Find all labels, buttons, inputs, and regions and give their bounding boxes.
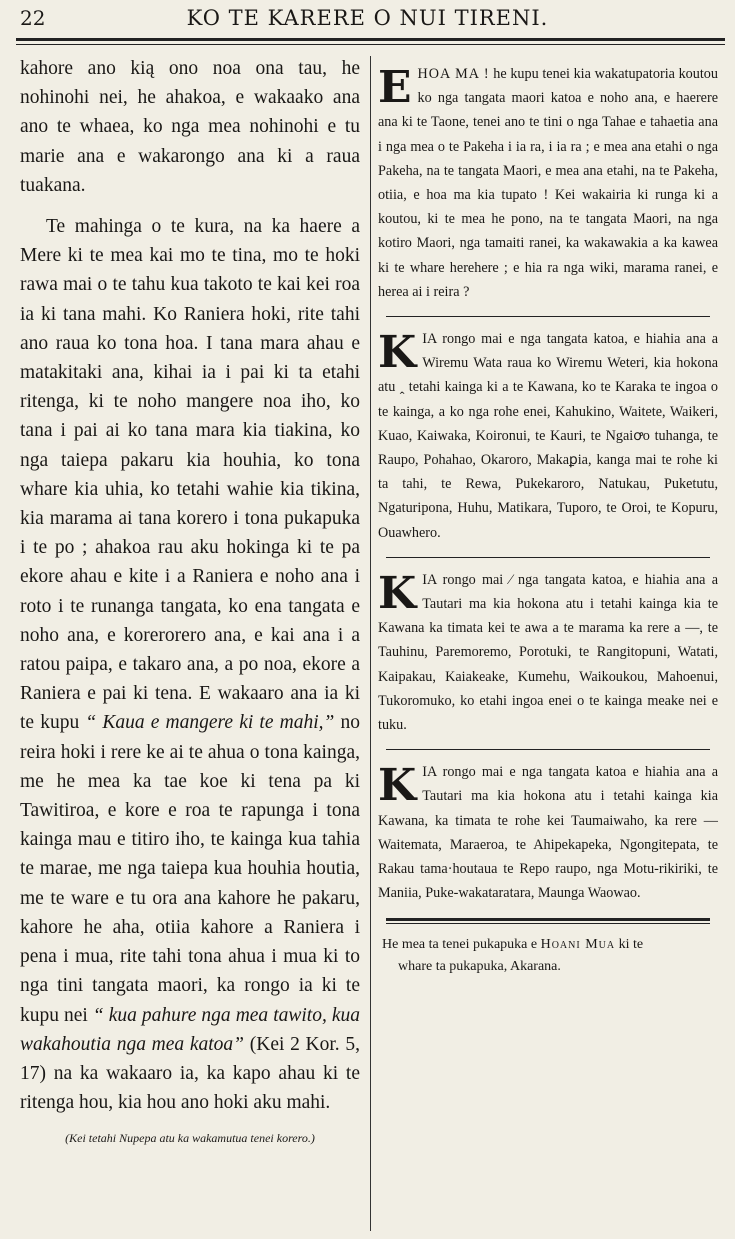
notice-body: he kupu tenei kia wakatupatoria koutou ko nga tangata maori katoa e noho ana, e haerere ana ki te Taone, tenei ano te tini o nga Tahae e tahaetia ana i nga mea o te Pakeha i ia ra, i ia ra ; e mea ana etahi o nga Pakeha, na te tangata Maori, e mea ana etahi, na te Pakeha, otiia, e hoa ma kia tupato ! Kei wakairia ki runga ki a koutou, ki te mea he pono, na te tangata Maori, na nga kotiro Maori, nga tamaiti ranei, ka wakawakia a ka kawea ki te whare herehere ; e hia ra nga wiki, marama ranei, e herea ai i reira ? [378,66,718,300]
left-column [20,54,360,1147]
notice-text [378,62,718,304]
paragraph-text-b: no reira hoki i rere ke ai te ahua o tona kainga, me he mea ka tae koe ki tena pa ki Tawitiroa, e kore e roa te rapunga i tona kainga mau e titiro iho, te kainga kua tahia te marae, me nga taiepa kua houhia houtia, me te ware e tu ora ana kahore he pakaru, kahore he aha, otiia kahore a Raniera i pena i mua, rite tahi tona ahua i mua ki to nga tini tangata maori, ka rongo ia ki te kupu nei [20,712,361,1026]
drop-cap: E [378,62,412,113]
drop-cap: K [378,760,417,812]
notice-divider [386,316,710,317]
quote-kaua: “ Kaua e mangere ki te mahi,” [85,712,335,734]
notice-divider [386,557,710,558]
notice-e-hoa-ma [378,62,718,304]
right-column [378,56,718,978]
notice-tautari-2 [378,760,718,905]
drop-cap: K [378,567,417,619]
imprint-divider-thin [386,923,710,924]
notice-lead: HOA MA ! [417,66,490,82]
notice-wiremu-wata [378,327,718,545]
imprint-line-1 [382,934,712,956]
printer-name: Hoani Mua [540,936,616,952]
notice-body: IA rongo mai e nga tangata katoa e hiahia ana a Tautari ma kia hokona atu i tetahi kainga kia Kawana, ka timata te rohe kei Taumaiwaho, ka rere — Waitemata, Maraeroa, te Ahipekapeka, Ngongitepata, te Rakau tama·houtaua te Repo raupo, nga Motu-rikiriki, te Maniia, Puke-wakataratara, Maunga Waowao. [378,764,718,902]
quote-kua-pahure: “ kua pahure nga mea tawito, kua wakahoutia nga mea katoa” [20,1004,360,1055]
paragraph-text-c: (Kei 2 Kor. 5, 17) na ka wakaaro ia, ka kapo ahau ki te ritenga hou, kia hou ano hoki aku mahi. [20,1033,361,1114]
paragraph-continuation: kahore ano kią ono noa ona tau, he nohinohi nei, he ahakoa, e wakaako ana ano te whaea, ko nga mea nohinohi e tu marie ana e wakarongo ana ki a raua tuakana. [20,58,360,196]
notice-body: IA rongo mai e nga tangata katoa, e hiahia ana a Wiremu Wata raua ko Wiremu Weteri, kia hokona atu ꞈ tetahi kainga ki a te Kawana, ko te Karaka te ingoa o te kainga, a ko nga rohe enei, Kahukino, Waitete, Waikeri, Kuao, Kaiwaka, Koironui, te Kauri, te Ngaiꝍo tuhanga, te Raupo, Pohahao, Okaroro, Makaꝑia, kanga mai te rohe ki ta tahi, te Rewa, Pukekaroro, Natukau, Puketutu, Ngaturipona, Huhu, Matikara, Tuporo, te Oroi, te Kopuru, Ouawhero. [378,331,718,541]
notice-tautari-1 [378,568,718,737]
page-number: 22 [20,6,46,30]
footnote: (Kei tetahi Nupepa atu ka wakamutua tenei korero.) [65,1131,315,1146]
imprint-line-2: whare ta pukapuka, Akarana. [398,958,561,974]
column-divider [370,56,371,1231]
notice-body: IA rongo mai ⁄ nga tangata katoa, e hiahia ana a Tautari ma kia hokona atu i tetahi kainga kia te Kawana ka timata kei te awa a te marama ka rere a —, te Tauhinu, Paremoremo, Porotuki, te Rangitopuni, Watati, Kaipakau, Kaiakeake, Kumehu, Waikoukou, Mahoenui, Tukoromuko, ko etahi ingoa enei o te kainga meake nei e tuku. [378,571,718,734]
imprint-text: He mea ta tenei pukapuka e [382,936,538,952]
header-rule [16,38,725,41]
imprint-text: ki te [618,936,644,952]
paragraph-text-a: Te mahinga o te kura, na ka haere a Mere ki te mea kai mo te tina, mo te hoki rawa mai o te tahu kua takoto te kai kei roa ia ki tana mahi. Ko Raniera hoki, rite tahi ano raua ko tona hoa. I tana mara ahau e matakitaki ana, kihai ia i pai ki ta etahi ritenga, ki te noho mangere noa iho, ko tana i pai ai ko tana mara kia tiakina, ko nga taiepa pakaru kia houhia, ko tona whare kia uhia, ko tetahi wahie kia tikina, kia marama ai tana korero i tona pukapuka i te po ; ahakoa rau aku hokinga ki te pa ekore ahau e kite i a Raniera e noho ana i roto i te runanga tangata, ko ena tangata e noho ana, e korerorero ana, e kai ana i a ratou paipa, e takaro ana, a po noa, ekore a Raniera e pai ki tena. E wakaaro ana ia ki te kupu [20,216,360,734]
paragraph-main [20,212,360,1117]
notice-divider [386,749,710,750]
header-rule-thin [16,44,725,45]
imprint-divider [386,918,710,921]
page-title: KO TE KARERE O NUI TIRENI. [186,6,549,30]
printer-imprint [378,934,718,978]
drop-cap: K [378,327,417,379]
